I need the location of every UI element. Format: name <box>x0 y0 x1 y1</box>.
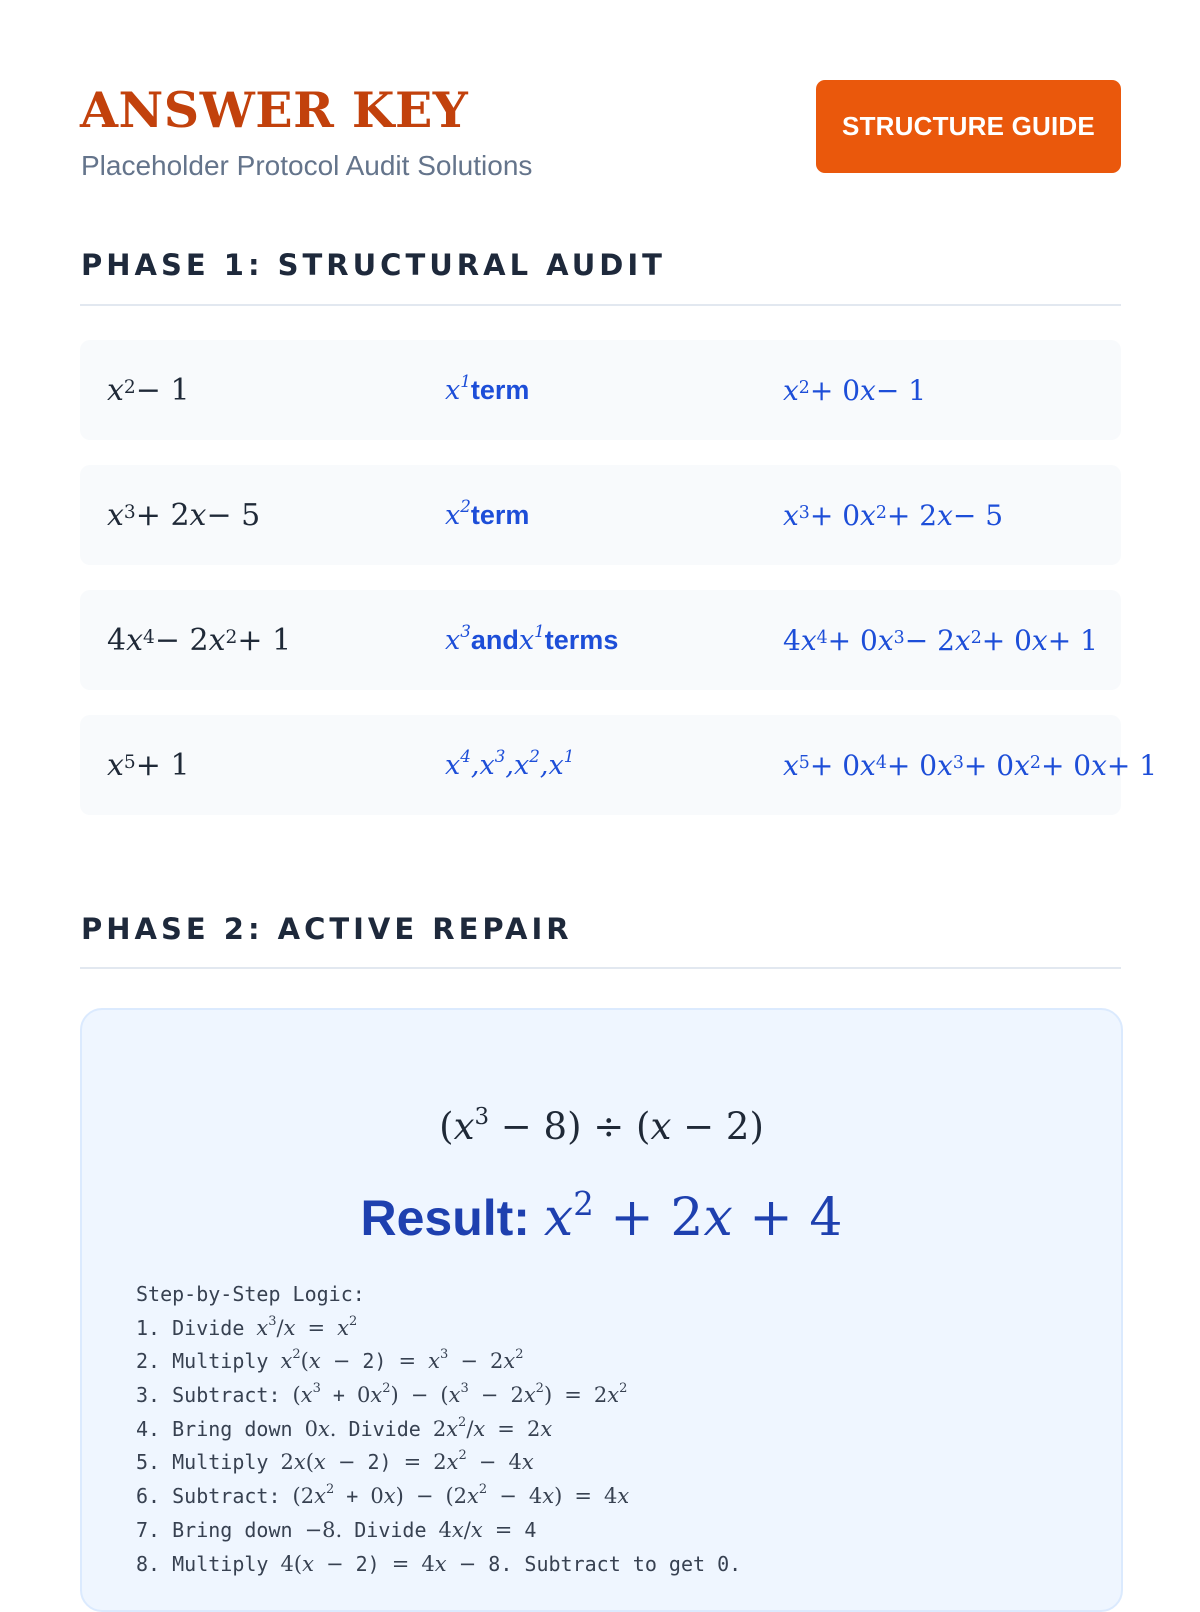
standard-form: 4 x $^4$ + 0 x $^3$ − 2 x $^2$ + 0 x + 1 <box>783 623 1098 657</box>
phase2-heading: PHASE 2: ACTIVE REPAIR <box>81 912 573 946</box>
missing-terms: $x^1$ term <box>445 370 530 406</box>
phase1-divider <box>80 304 1121 306</box>
standard-form: x $^2$ + 0 x − 1 <box>783 373 927 407</box>
standard-form: x $^3$ + 0 x $^2$ + 2 x − 5 <box>783 498 1004 532</box>
step-item: 3. Subtract: $(x^3 + 0x^2) - (x^3 - 2x^2) = 2x^2$ <box>136 1381 628 1408</box>
original-polynomial: 4 x $^4$ − 2 x $^2$ + 1 <box>107 622 292 658</box>
page-title: ANSWER KEY <box>80 81 469 139</box>
step-item: 2. Multiply $x^2(x - 2) = x^3 - 2x^2$ <box>136 1347 524 1374</box>
missing-terms: $x^2$ term <box>445 495 530 531</box>
result-expression: $x^2 + 2x + 4$ <box>543 1184 843 1248</box>
phase2-divider <box>80 967 1121 969</box>
audit-row <box>80 590 1121 690</box>
step-item: 1. Divide $x^3/x = x^2$ <box>136 1313 358 1340</box>
step-item: 5. Multiply $2x(x - 2) = 2x^2 - 4x$ <box>136 1448 534 1475</box>
step-item: 4. Bring down 0x. Divide $2x^2/x = 2x$ <box>136 1414 553 1441</box>
missing-terms: $x^4$ , $x^3$ , $x^2$ , $x^1$ <box>445 745 575 781</box>
problem-text: $(x^3 - 8) \div (x - 2)$ <box>439 1103 764 1148</box>
audit-row <box>80 340 1121 440</box>
original-polynomial: x $^3$ + 2 x − 5 <box>107 497 261 533</box>
division-problem <box>82 1105 1121 1148</box>
step-list <box>136 1278 1096 1576</box>
page-subtitle: Placeholder Protocol Audit Solutions <box>81 150 533 181</box>
audit-row <box>80 715 1158 815</box>
step-item: 6. Subtract: $(2x^2 + 0x) - (2x^2 - 4x) = 4x$ <box>136 1482 630 1509</box>
step-item: 8. Multiply 4(x − 2) = 4x − 8. Subtract to get 0. <box>136 1551 742 1576</box>
structure-guide-button[interactable]: STRUCTURE GUIDE <box>816 80 1121 173</box>
repair-panel <box>80 1008 1123 1612</box>
phase1-heading: PHASE 1: STRUCTURAL AUDIT <box>81 248 666 282</box>
step-item: 7. Bring down −8. Divide 4x/x = 4 <box>136 1517 537 1542</box>
audit-row <box>80 465 1121 565</box>
standard-form: x $^5$ + 0 x $^4$ + 0 x $^3$ + 0 x $^2$ + 0 x + 1 <box>783 748 1158 782</box>
result-label: Result: <box>360 1190 530 1246</box>
missing-terms: $x^3$ and $x^1$ terms <box>445 620 619 656</box>
original-polynomial: x $^2$ − 1 <box>107 372 190 408</box>
result-line <box>82 1184 1121 1248</box>
steps-title: Step-by-Step Logic: <box>136 1282 365 1306</box>
original-polynomial: x $^5$ + 1 <box>107 747 190 783</box>
